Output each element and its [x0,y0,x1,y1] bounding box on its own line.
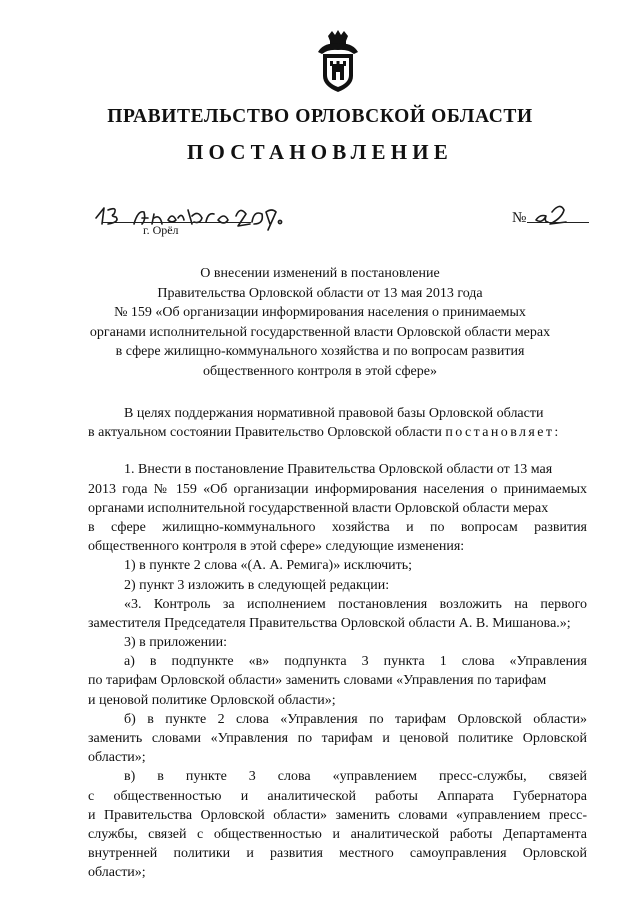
preamble-line [88,423,587,442]
subitem-3v-line: с общественностью и аналитической работы Аппарата Губернатора [88,788,587,804]
item1-line: в сфере жилищно-коммунального хозяйства и по вопросам развития [88,519,587,535]
title-line: в сфере жилищно-коммунального хозяйства и по вопросам развития [115,344,525,359]
subitem-3v-line: внутренней политики и развития местного самоуправления Орловской [88,846,587,862]
subitem-3a-line: и ценовой политике Орловской области»; [88,692,336,708]
item1-line: 2013 года № 159 «Об организации информирования населения о принимаемых [88,481,587,497]
title-line: О внесении изменений в постановление [200,266,440,281]
subitem-3a-line: а) в подпункте «в» подпункта 3 пункта 1 слова «Управления [124,654,587,670]
preamble-line: В целях поддержания нормативной правовой базы Орловской области [124,406,544,421]
orel-coat-of-arms-icon [314,30,362,94]
subitem-3v-line: и Правительства Орловской области» заменить словами «управлением пресс- [88,807,587,823]
subitem-1: 1) в пункте 2 слова «(А. А. Ремига)» исключить; [124,558,413,574]
subitem-2: 2) пункт 3 изложить в следующей редакции: [124,577,390,593]
item1-line: общественного контроля в этой сфере» следующие изменения: [88,539,465,555]
subitem-3b-line: заменить словами «Управления по тарифам и ценовой политике Орловской [88,731,587,746]
number-label: № [512,210,527,226]
subitem-3a-line: по тарифам Орловской области» заменить словами «Управления по тарифам [88,673,547,689]
quote-line: заместителя Председателя Правительства Орловской области А. В. Мишанова.»; [88,615,571,631]
subitem-3b-line: б) в пункте 2 слова «Управления по тарифам Орловской области» [124,711,587,727]
document-body [88,404,587,883]
item1-line: органами исполнительной государственной власти Орловской области мерах [88,500,549,516]
document-type: ПОСТАНОВЛЕНИЕ [186,140,454,164]
subitem-3: 3) в приложении: [124,635,227,651]
handwritten-number [530,198,590,230]
quote-line: «3. Контроль за исполнением постановления возложить на первого [124,596,587,612]
government-name: ПРАВИТЕЛЬСТВО ОРЛОВСКОЙ ОБЛАСТИ [107,106,533,127]
preamble-text: в актуальном состоянии Правительство Орловской области [88,425,446,441]
number-underline [527,222,589,223]
subitem-3b-line: области»; [88,750,146,766]
city: г. Орёл [143,223,179,237]
title-line: Правительства Орловской области от 13 мая 2013 года [157,285,483,301]
title-line: № 159 «Об организации информирования населения о принимаемых [114,305,526,320]
preamble-spaced-word: постановляет: [445,425,561,441]
subitem-3v-line: в) в пункте 3 слова «управлением пресс-службы, связей [124,769,587,785]
handwritten-date [90,198,286,234]
subitem-3v-line: службы, связей с общественностью и аналитической работы Департамента [88,826,587,842]
subitem-3v-line: области»; [88,865,146,881]
document-title [60,264,580,381]
item1-line: 1. Внести в постановление Правительства Орловской области от 13 мая [124,462,553,478]
title-line: общественного контроля в этой сфере» [203,363,437,379]
title-line: органами исполнительной государственной власти Орловской области мерах [89,324,551,340]
